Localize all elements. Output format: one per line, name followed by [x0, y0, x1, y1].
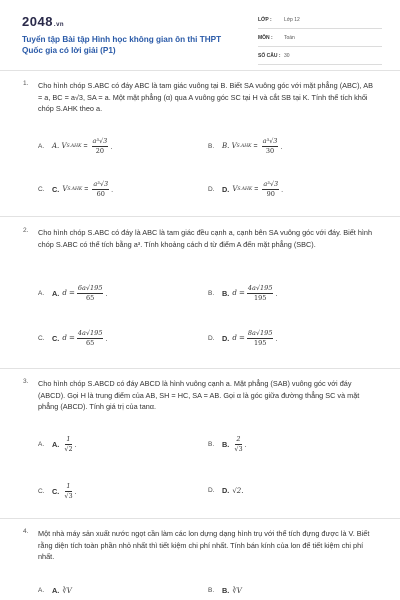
- option-d[interactable]: D. D. d = $\frac{8a√195}{195}$ .: [208, 329, 278, 347]
- fraction: $\frac{6a√195}{65}$: [77, 284, 103, 302]
- option-a[interactable]: A. A. V S.AHK = $\frac{\text{a³√3}}{20}$ .: [38, 137, 113, 155]
- fraction: $\frac{8a√195}{195}$: [247, 329, 273, 347]
- option-b[interactable]: B. B. ∛V: [208, 586, 242, 595]
- fraction: $\frac{\text{a³√3}}{30}$: [262, 137, 278, 155]
- option-d[interactable]: D. D. √2.: [208, 486, 244, 495]
- fraction: $\frac{4a√195}{195}$: [247, 284, 273, 302]
- question-number: 1.: [23, 80, 29, 87]
- question-text: Cho hình chóp S.ABC có đáy là ABC là tam giác đều cạnh a, cạnh bên SA vuông góc với đáy. Biết hình chóp S.ABC có thể tích bằng a³. Tính khoảng cách d từ điểm A đến mặt phẳng (SBC).: [38, 228, 373, 249]
- divider: [0, 70, 400, 71]
- document-meta: [258, 14, 382, 68]
- fraction: $\frac{\text{a³√3}}{90}$: [263, 180, 279, 198]
- option-a[interactable]: A. A. d = $\frac{6a√195}{65}$ .: [38, 284, 108, 302]
- document-title: Tuyển tập Bài tập Hình học không gian ôn thi THPT Quốc gia có lời giải (P1): [22, 35, 222, 55]
- meta-row-count: SỐ CÂU : 30: [258, 50, 382, 65]
- option-a[interactable]: A. A. ∛V: [38, 586, 72, 595]
- question-text: Cho hình chóp S.ABCD có đáy ABCD là hình vuông cạnh a. Mặt phẳng (SAB) vuông góc với đáy (ABCD). Gọi H là trung điểm của AB, SH = HC, SA = AB. Gọi α là góc giữa đường thẳng SC và mặt phẳng (ABCD). Tính giá trị của tanα.: [38, 379, 360, 411]
- option-c[interactable]: C. C. V S.AHK = $\frac{\text{a³√3}}{60}$ .: [38, 180, 114, 198]
- question-number: 3.: [23, 378, 29, 385]
- question-number: 2.: [23, 227, 29, 234]
- meta-row-class: LỚP : Lớp 12: [258, 14, 382, 29]
- fraction: $\frac{\text{a³√3}}{20}$: [92, 137, 108, 155]
- fraction: $\frac{\text{a³√3}}{60}$: [93, 180, 109, 198]
- question-number: 4.: [23, 528, 29, 535]
- option-c[interactable]: C. C. $\frac{1}{√3}$ .: [38, 482, 77, 500]
- fraction: $\frac{1}{√3}$: [64, 482, 73, 500]
- meta-row-subject: MÔN : Toán: [258, 32, 382, 47]
- option-c[interactable]: C. C. d = $\frac{4a√195}{65}$ .: [38, 329, 108, 347]
- page-header: [22, 14, 382, 66]
- question-text: Một nhà máy sản xuất nước ngọt cần làm các lon dựng dạng hình trụ với thể tích đựng được là V. Biết rằng diện tích toàn phần nhỏ nhất thì tiết kiệm chi phí nhất. Tính bán kính của lon để tiết kiệm chi phí nhất.: [38, 529, 370, 561]
- fraction: $\frac{4a√195}{65}$: [77, 329, 103, 347]
- option-a[interactable]: A. A. $\frac{1}{√2}$ .: [38, 435, 77, 453]
- divider: [0, 368, 400, 369]
- divider: [0, 518, 400, 519]
- option-d[interactable]: D. D. V S.AHK = $\frac{\text{a³√3}}{90}$ .: [208, 180, 284, 198]
- option-b[interactable]: B. B. $\frac{2}{√3}$ .: [208, 435, 247, 453]
- option-b[interactable]: B. B. V S.AHK = $\frac{\text{a³√3}}{30}$ .: [208, 137, 283, 155]
- site-logo[interactable]: 2048.vn: [22, 14, 65, 29]
- fraction: $\frac{2}{√3}$: [234, 435, 243, 453]
- fraction: $\frac{1}{√2}$: [64, 435, 73, 453]
- question-text: Cho hình chóp S.ABC có đáy ABC là tam giác vuông tại B. Biết SA vuông góc với mặt phẳng (ABC), AB = a, BC = a√3, SA = a. Một mặt phẳng (α) qua A vuông góc SC tại H và cắt SB tại K. Tính thể tích khối chóp S.AHK theo a.: [38, 81, 373, 113]
- divider: [0, 216, 400, 217]
- option-b[interactable]: B. B. d = $\frac{4a√195}{195}$ .: [208, 284, 278, 302]
